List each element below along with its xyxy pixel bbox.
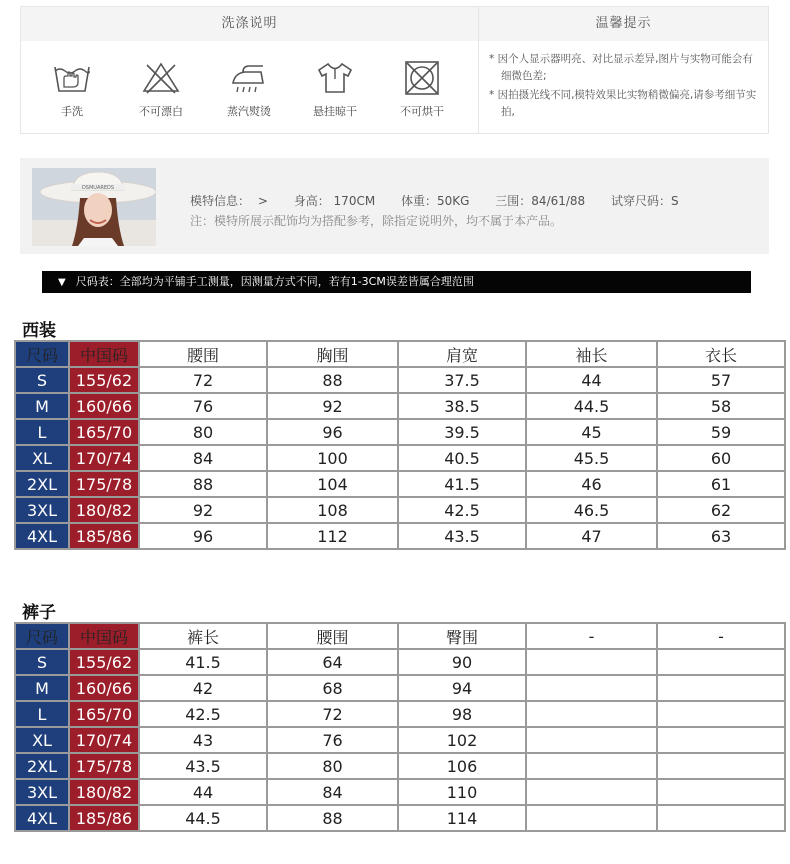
measure-cell bbox=[526, 727, 657, 753]
table-row bbox=[15, 367, 785, 393]
measure-cell bbox=[657, 649, 785, 675]
measure-cell: 94 bbox=[398, 675, 526, 701]
column-header: 中国码 bbox=[69, 341, 139, 367]
measure-cell bbox=[657, 675, 785, 701]
measure-cell: 64 bbox=[267, 649, 398, 675]
measure-cell: 43.5 bbox=[398, 523, 526, 549]
banner-text: 尺码表：全部均为平铺手工测量，因测量方式不同，若有1-3CM误差皆属合理范围 bbox=[75, 275, 474, 288]
measure-cell bbox=[657, 701, 785, 727]
measure-cell: 84 bbox=[139, 445, 267, 471]
table-row bbox=[15, 675, 785, 701]
suit-size-table bbox=[14, 340, 786, 550]
measure-cell: 98 bbox=[398, 701, 526, 727]
measure-cell: 76 bbox=[139, 393, 267, 419]
measure-cell: 90 bbox=[398, 649, 526, 675]
size-cell: 4XL bbox=[15, 805, 69, 831]
cn-size-cell: 180/82 bbox=[69, 497, 139, 523]
table-row bbox=[15, 523, 785, 549]
measure-cell: 41.5 bbox=[398, 471, 526, 497]
model-height: 身高： 170CM bbox=[293, 194, 376, 208]
measure-cell: 88 bbox=[267, 367, 398, 393]
no-bleach-icon bbox=[141, 61, 181, 95]
column-header: 中国码 bbox=[69, 623, 139, 649]
table-row bbox=[15, 497, 785, 523]
measure-cell bbox=[526, 649, 657, 675]
measure-cell: 46.5 bbox=[526, 497, 657, 523]
size-cell: 3XL bbox=[15, 779, 69, 805]
cn-size-cell: 160/66 bbox=[69, 675, 139, 701]
measure-cell: 104 bbox=[267, 471, 398, 497]
table-row bbox=[15, 753, 785, 779]
cn-size-cell: 170/74 bbox=[69, 445, 139, 471]
measure-cell: 88 bbox=[267, 805, 398, 831]
table-row bbox=[15, 471, 785, 497]
measure-cell: 76 bbox=[267, 727, 398, 753]
measure-cell: 57 bbox=[657, 367, 785, 393]
table-row bbox=[15, 779, 785, 805]
care-label: 蒸汽熨烫 bbox=[227, 105, 271, 118]
measure-cell: 102 bbox=[398, 727, 526, 753]
measure-cell: 114 bbox=[398, 805, 526, 831]
cn-size-cell: 185/86 bbox=[69, 523, 139, 549]
cn-size-cell: 165/70 bbox=[69, 419, 139, 445]
measure-cell bbox=[657, 753, 785, 779]
panel-divider bbox=[478, 7, 479, 133]
measure-cell bbox=[526, 675, 657, 701]
column-header: 袖长 bbox=[526, 341, 657, 367]
measure-cell: 92 bbox=[139, 497, 267, 523]
model-size: 试穿尺码：S bbox=[611, 194, 679, 208]
hang-dry-icon bbox=[315, 61, 355, 95]
model-measurements: 三围：84/61/88 bbox=[495, 194, 586, 208]
tip-item: * 因个人显示器明亮、对比显示差异,图片与实物可能会有细微色差; bbox=[489, 53, 753, 82]
column-header: 衣长 bbox=[657, 341, 785, 367]
measure-cell: 43 bbox=[139, 727, 267, 753]
model-info-label: 模特信息： > bbox=[190, 194, 268, 208]
measure-cell: 100 bbox=[267, 445, 398, 471]
care-label: 不可漂白 bbox=[139, 105, 183, 118]
care-item-no-tumble-dry bbox=[387, 61, 457, 119]
cn-size-cell: 160/66 bbox=[69, 393, 139, 419]
table-row bbox=[15, 701, 785, 727]
measure-cell: 58 bbox=[657, 393, 785, 419]
measure-cell: 108 bbox=[267, 497, 398, 523]
measure-cell: 68 bbox=[267, 675, 398, 701]
measure-cell: 96 bbox=[267, 419, 398, 445]
size-cell: L bbox=[15, 701, 69, 727]
measure-cell: 96 bbox=[139, 523, 267, 549]
size-cell: 2XL bbox=[15, 753, 69, 779]
cn-size-cell: 165/70 bbox=[69, 701, 139, 727]
measure-cell: 62 bbox=[657, 497, 785, 523]
size-chart-banner bbox=[42, 271, 751, 293]
care-item-hand-wash bbox=[37, 61, 107, 119]
care-item-no-bleach bbox=[126, 61, 196, 119]
measure-cell: 84 bbox=[267, 779, 398, 805]
suit-section-title: 西装 bbox=[22, 321, 56, 341]
measure-cell: 45.5 bbox=[526, 445, 657, 471]
measure-cell: 46 bbox=[526, 471, 657, 497]
care-label: 不可烘干 bbox=[400, 105, 444, 118]
column-header: - bbox=[657, 623, 785, 649]
measure-cell: 112 bbox=[267, 523, 398, 549]
size-cell: XL bbox=[15, 445, 69, 471]
measure-cell: 59 bbox=[657, 419, 785, 445]
size-cell: 3XL bbox=[15, 497, 69, 523]
table-row bbox=[15, 649, 785, 675]
column-header: 腰围 bbox=[267, 623, 398, 649]
measure-cell: 88 bbox=[139, 471, 267, 497]
measure-cell: 63 bbox=[657, 523, 785, 549]
cn-size-cell: 170/74 bbox=[69, 727, 139, 753]
care-label: 悬挂晾干 bbox=[313, 105, 357, 118]
table-row bbox=[15, 445, 785, 471]
care-panel bbox=[20, 6, 769, 134]
pants-section-title: 裤子 bbox=[22, 603, 56, 623]
care-label: 手洗 bbox=[61, 105, 83, 118]
column-header: - bbox=[526, 623, 657, 649]
table-row bbox=[15, 419, 785, 445]
size-cell: L bbox=[15, 419, 69, 445]
measure-cell: 40.5 bbox=[398, 445, 526, 471]
size-cell: XL bbox=[15, 727, 69, 753]
measure-cell: 44 bbox=[139, 779, 267, 805]
care-item-steam-iron bbox=[214, 61, 284, 119]
measure-cell: 80 bbox=[139, 419, 267, 445]
column-header: 臀围 bbox=[398, 623, 526, 649]
size-cell: M bbox=[15, 393, 69, 419]
model-info-panel bbox=[20, 158, 769, 254]
measure-cell: 44.5 bbox=[139, 805, 267, 831]
steam-iron-icon bbox=[229, 61, 269, 95]
column-header: 尺码 bbox=[15, 341, 69, 367]
column-header: 胸围 bbox=[267, 341, 398, 367]
model-note: 注：模特所展示配饰均为搭配参考，除指定说明外，均不属于本产品。 bbox=[190, 214, 563, 228]
measure-cell: 37.5 bbox=[398, 367, 526, 393]
measure-cell: 39.5 bbox=[398, 419, 526, 445]
measure-cell: 42.5 bbox=[139, 701, 267, 727]
measure-cell: 41.5 bbox=[139, 649, 267, 675]
measure-cell: 106 bbox=[398, 753, 526, 779]
table-header-row bbox=[15, 623, 785, 649]
size-cell: S bbox=[15, 367, 69, 393]
measure-cell bbox=[526, 805, 657, 831]
measure-cell: 80 bbox=[267, 753, 398, 779]
measure-cell: 44.5 bbox=[526, 393, 657, 419]
table-header-row bbox=[15, 341, 785, 367]
measure-cell: 42.5 bbox=[398, 497, 526, 523]
measure-cell bbox=[526, 701, 657, 727]
table-row bbox=[15, 727, 785, 753]
hand-wash-icon bbox=[52, 61, 92, 95]
column-header: 裤长 bbox=[139, 623, 267, 649]
measure-cell bbox=[657, 805, 785, 831]
cn-size-cell: 185/86 bbox=[69, 805, 139, 831]
tip-item: * 因拍摄光线不同,模特效果比实物稍微偏亮,请参考细节实拍, bbox=[489, 89, 757, 118]
triangle-marker-icon: ▼ bbox=[58, 277, 66, 288]
measure-cell bbox=[526, 779, 657, 805]
column-header: 腰围 bbox=[139, 341, 267, 367]
hat-logo-text: DSMUAREDS bbox=[81, 185, 115, 191]
measure-cell: 92 bbox=[267, 393, 398, 419]
measure-cell: 72 bbox=[139, 367, 267, 393]
model-weight: 体重：50KG bbox=[401, 194, 470, 208]
measure-cell: 72 bbox=[267, 701, 398, 727]
model-photo-illustration bbox=[32, 168, 156, 246]
measure-cell: 60 bbox=[657, 445, 785, 471]
cn-size-cell: 155/62 bbox=[69, 367, 139, 393]
no-tumble-dry-icon bbox=[402, 61, 442, 95]
size-cell: 4XL bbox=[15, 523, 69, 549]
wash-title: 洗涤说明 bbox=[21, 7, 478, 41]
cn-size-cell: 175/78 bbox=[69, 471, 139, 497]
pants-size-table bbox=[14, 622, 786, 832]
table-row bbox=[15, 393, 785, 419]
measure-cell: 44 bbox=[526, 367, 657, 393]
column-header: 肩宽 bbox=[398, 341, 526, 367]
measure-cell bbox=[526, 753, 657, 779]
measure-cell: 43.5 bbox=[139, 753, 267, 779]
tips-title: 温馨提示 bbox=[479, 7, 768, 41]
cn-size-cell: 180/82 bbox=[69, 779, 139, 805]
size-cell: S bbox=[15, 649, 69, 675]
cn-size-cell: 155/62 bbox=[69, 649, 139, 675]
model-photo bbox=[32, 168, 156, 246]
measure-cell bbox=[657, 779, 785, 805]
measure-cell: 42 bbox=[139, 675, 267, 701]
tips-list bbox=[489, 51, 759, 123]
size-cell: M bbox=[15, 675, 69, 701]
measure-cell: 110 bbox=[398, 779, 526, 805]
cn-size-cell: 175/78 bbox=[69, 753, 139, 779]
table-row bbox=[15, 805, 785, 831]
measure-cell: 38.5 bbox=[398, 393, 526, 419]
measure-cell bbox=[657, 727, 785, 753]
care-item-hang-dry bbox=[300, 61, 370, 119]
size-cell: 2XL bbox=[15, 471, 69, 497]
measure-cell: 47 bbox=[526, 523, 657, 549]
measure-cell: 61 bbox=[657, 471, 785, 497]
model-stats bbox=[190, 192, 701, 209]
measure-cell: 45 bbox=[526, 419, 657, 445]
column-header: 尺码 bbox=[15, 623, 69, 649]
